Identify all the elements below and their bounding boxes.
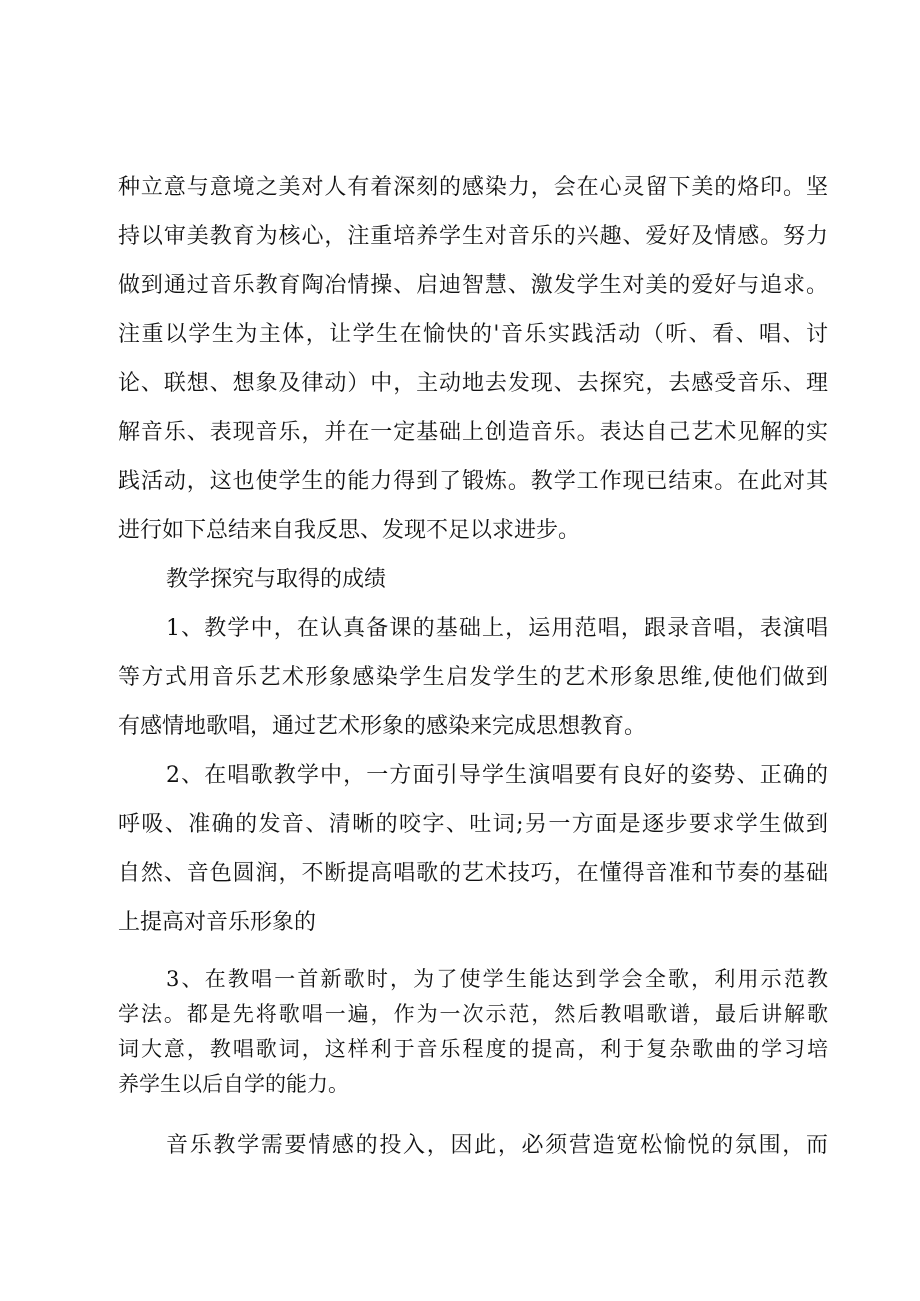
body-text-line: 词大意，教唱歌词，这样利于音乐程度的提高，利于复杂歌曲的学习培 (118, 1037, 828, 1061)
body-text-line: 种立意与意境之美对人有着深刻的感染力，会在心灵留下美的烙印。坚 (118, 175, 828, 200)
body-text-line: 呼吸、准确的发音、清晰的咬字、吐词;另一方面是逐步要求学生做到 (118, 812, 828, 837)
body-text-line: 自然、音色圆润，不断提高唱歌的艺术技巧，在懂得音准和节奏的基础 (118, 861, 828, 886)
body-text-line: 解音乐、表现音乐，并在一定基础上创造音乐。表达自己艺术见解的实 (118, 420, 828, 445)
body-text-line: 持以审美教育为核心，注重培养学生对音乐的兴趣、爱好及情感。努力 (118, 224, 828, 249)
body-text-line: 注重以学生为主体，让学生在愉快的'音乐实践活动（听、看、唱、讨 (118, 322, 828, 347)
body-text-line: 音乐教学需要情感的投入，因此，必须营造宽松愉悦的氛围，而 (166, 1133, 828, 1158)
body-text-line: 学法。都是先将歌唱一遍，作为一次示范，然后教唱歌谱，最后讲解歌 (118, 1002, 828, 1026)
section-heading: 教学探究与取得的成绩 (166, 567, 387, 592)
body-text-line: 1、教学中，在认真备课的基础上，运用范唱，跟录音唱，表演唱 (166, 616, 828, 641)
body-text-line: 论、联想、想象及律动）中，主动地去发现、去探究，去感受音乐、理 (118, 371, 828, 396)
body-text-line: 践活动，这也使学生的能力得到了锻炼。教学工作现已结束。在此对其 (118, 469, 828, 494)
body-text-line: 上提高对音乐形象的 (118, 910, 317, 935)
body-text-line: 等方式用音乐艺术形象感染学生启发学生的艺术形象思维,使他们做到 (118, 665, 828, 690)
body-text-line: 进行如下总结来自我反思、发现不足以求进步。 (118, 518, 581, 543)
body-text-line: 养学生以后自学的能力。 (118, 1072, 349, 1096)
body-text-line: 3、在教唱一首新歌时，为了使学生能达到学会全歌，利用示范教 (166, 967, 828, 991)
body-text-line: 有感情地歌唱，通过艺术形象的感染来完成思想教育。 (118, 714, 647, 739)
body-text-line: 2、在唱歌教学中，一方面引导学生演唱要有良好的姿势、正确的 (166, 763, 828, 788)
body-text-line: 做到通过音乐教育陶冶情操、启迪智慧、激发学生对美的爱好与追求。 (118, 273, 828, 298)
